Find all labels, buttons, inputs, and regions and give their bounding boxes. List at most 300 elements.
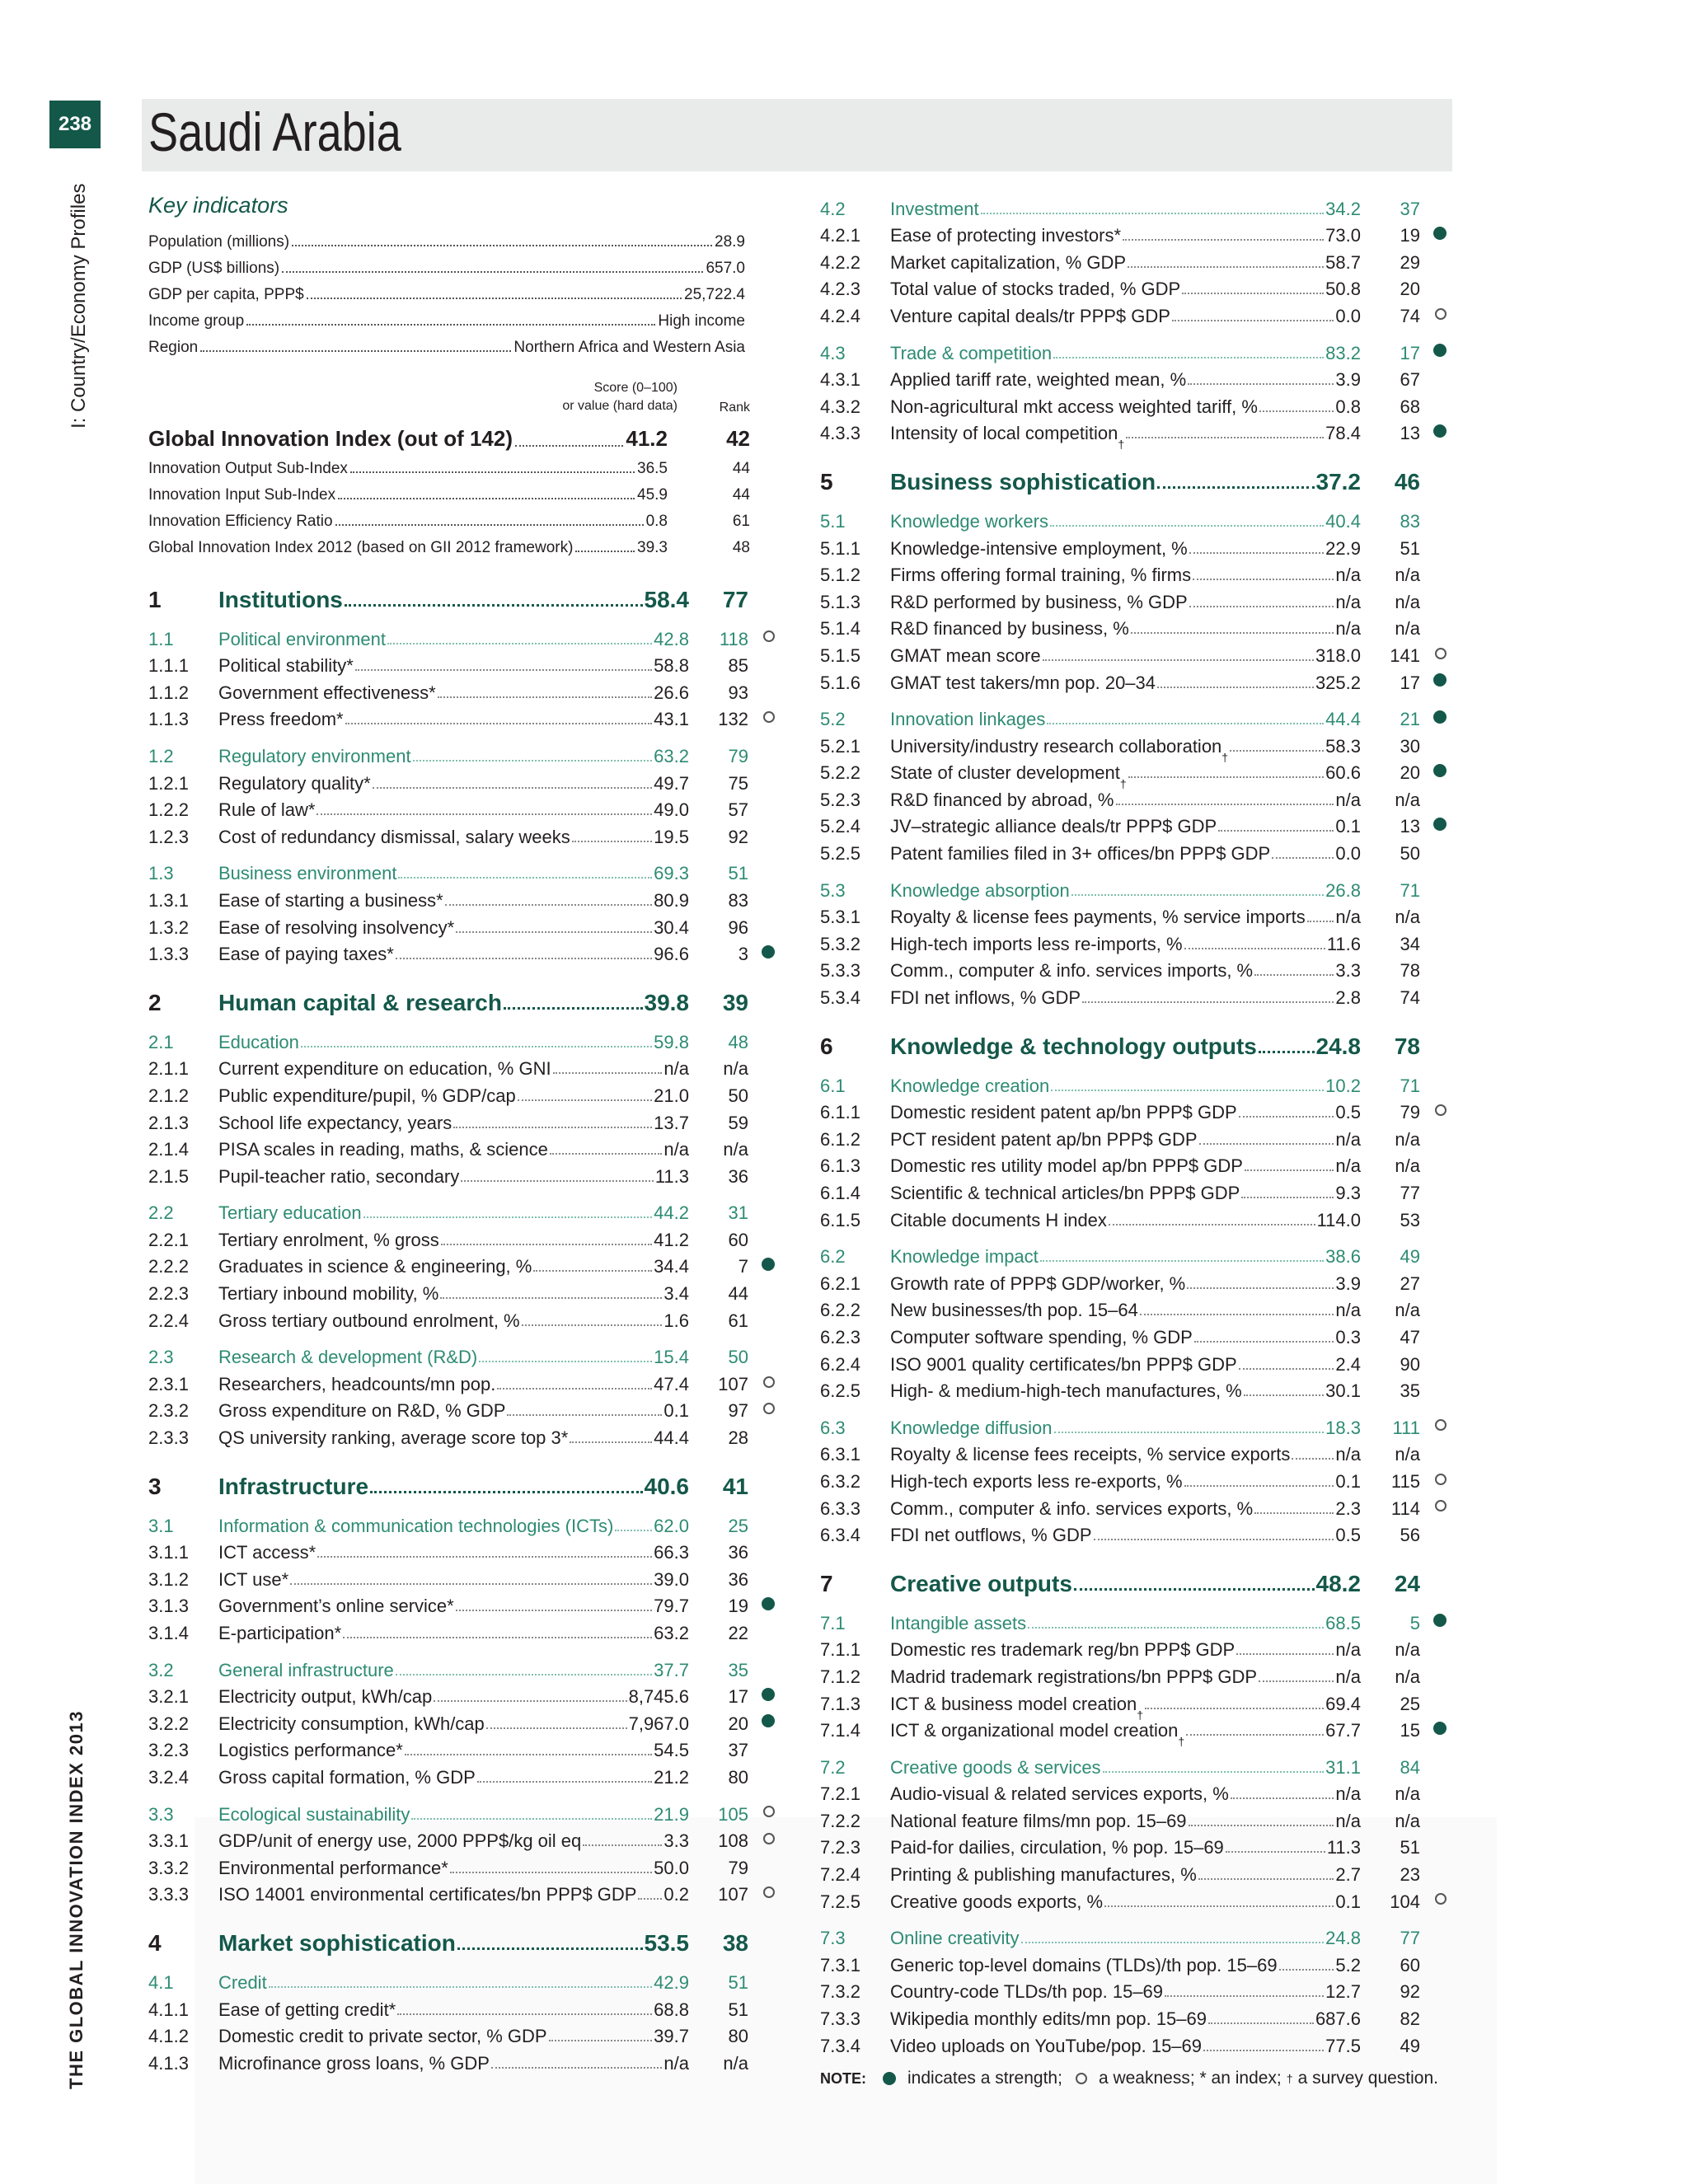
weakness-circle-icon [763, 1833, 775, 1844]
row-value: 0.1 [1335, 1470, 1361, 1492]
indicator-row [820, 2003, 1447, 2030]
row-label: Cost of redundancy dismissal, salary weeks [218, 826, 570, 847]
row-label: Creative outputs [890, 1571, 1072, 1597]
row-label: Domestic credit to private sector, % GDP [218, 2026, 547, 2047]
row-number: 6.1.4 [820, 1183, 860, 1203]
note-weakness-text: a weakness; * an index; [1098, 2069, 1282, 2088]
row-value: 2.3 [1335, 1497, 1361, 1519]
row-rank: 22 [728, 1623, 748, 1643]
row-rank: 83 [1400, 510, 1420, 532]
row-mark [1420, 1949, 1447, 1976]
gii-row [148, 531, 750, 557]
row-mark [1420, 1123, 1447, 1151]
indicator-row [148, 1395, 775, 1422]
row-rank: 36 [728, 1165, 748, 1187]
indicator-row [820, 902, 1447, 929]
indicator-row [820, 1097, 1447, 1124]
row-label: Microfinance gross loans, % GDP [218, 2052, 490, 2074]
row-number: 2.2.2 [148, 1256, 189, 1277]
row-value: 21.0 [654, 1085, 689, 1106]
indicator-row [820, 1886, 1447, 1913]
gii-row-label: Global Innovation Index 2012 (based on GII 2012 framework) [148, 539, 574, 556]
sub-pillar-row [820, 1751, 1447, 1779]
row-rank: 96 [728, 916, 748, 938]
row-mark [1420, 982, 1447, 1009]
gii-row-rank: 61 [732, 513, 750, 530]
row-value: 66.3 [654, 1542, 689, 1563]
indicator-row [820, 837, 1447, 865]
row-rank: 97 [728, 1400, 748, 1422]
row-number: 4.3.3 [820, 423, 860, 444]
row-mark [1420, 1097, 1447, 1124]
row-value: 21.9 [654, 1803, 689, 1825]
indicator-row [820, 1321, 1447, 1348]
row-number: 3.1.2 [148, 1568, 189, 1590]
sub-pillar-row [148, 1026, 775, 1053]
row-label: Creative goods & services [890, 1756, 1101, 1778]
row-rank: 41 [722, 1474, 748, 1500]
row-number: 5.3.4 [820, 987, 860, 1009]
strength-dot-icon [1433, 227, 1447, 240]
row-value: n/a [1335, 1783, 1361, 1805]
key-indicators-title: Key indicators [148, 193, 288, 218]
row-number: 6.2 [820, 1246, 846, 1268]
row-rank: 51 [1400, 1837, 1420, 1858]
row-rank: n/a [1395, 1300, 1420, 1321]
row-number: 2.3.1 [148, 1373, 189, 1394]
row-value: 49.7 [654, 772, 689, 794]
indicator-row [820, 640, 1447, 667]
row-label: Firms offering formal training, % firms [890, 565, 1192, 586]
row-mark [1420, 1634, 1447, 1661]
row-value: 42.8 [654, 628, 689, 649]
row-label: Environmental performance* [218, 1857, 448, 1878]
row-mark [1420, 2003, 1447, 2030]
row-rank: 51 [728, 863, 748, 884]
publication-side-label: THE GLOBAL INNOVATION INDEX 2013 [66, 1710, 87, 2089]
indicator-row [148, 650, 775, 677]
row-label: High- & medium-high-tech manufactures, % [890, 1380, 1242, 1402]
indicator-row [148, 704, 775, 731]
row-rank: 68 [1400, 396, 1420, 417]
row-number: 3.3.1 [148, 1830, 189, 1852]
row-rank: 24 [1394, 1571, 1420, 1597]
indicator-row [820, 1439, 1447, 1466]
row-label: Knowledge-intensive employment, % [890, 537, 1188, 559]
row-value: 48.2 [1315, 1571, 1361, 1597]
row-label: Domestic resident patent ap/bn PPP$ GDP [890, 1102, 1237, 1123]
row-value: 2.8 [1335, 987, 1361, 1009]
row-number: 7 [820, 1571, 833, 1597]
indicator-row [148, 1681, 775, 1708]
row-label: Ease of resolving insolvency* [218, 916, 455, 938]
row-mark [1420, 1439, 1447, 1466]
row-value: 77.5 [1325, 2035, 1361, 2056]
row-label: Comm., computer & info. services exports, % [890, 1497, 1254, 1519]
row-number: 7.1 [820, 1612, 846, 1633]
row-rank: 17 [1400, 342, 1420, 363]
gii-row-value: 36.5 [637, 460, 668, 477]
row-value: 44.4 [1325, 709, 1361, 730]
row-number: 7.3.3 [820, 2008, 860, 2030]
row-rank: 79 [1400, 1102, 1420, 1123]
row-rank: 53 [1400, 1209, 1420, 1230]
strength-dot-icon [1433, 710, 1447, 724]
row-number: 3.3 [148, 1803, 174, 1825]
row-label: Ease of protecting investors* [890, 225, 1122, 246]
gii-row-rank: 44 [732, 460, 750, 477]
row-mark [748, 1537, 775, 1564]
row-label: ISO 14001 environmental certificates/bn PPP$ GDP [218, 1884, 637, 1905]
row-mark [1420, 1321, 1447, 1348]
row-rank: 20 [1400, 762, 1420, 784]
indicator-row [148, 1368, 775, 1395]
row-number: 7.1.4 [820, 1720, 860, 1741]
indicator-row [820, 1493, 1447, 1520]
indicator-row [820, 1295, 1447, 1322]
row-mark [748, 1080, 775, 1107]
weakness-circle-icon [763, 1806, 775, 1817]
row-value: n/a [1335, 789, 1361, 810]
row-number: 5.3.3 [820, 960, 860, 982]
row-mark [748, 740, 775, 767]
row-number: 7.1.1 [820, 1639, 860, 1661]
row-number: 2.3.2 [148, 1400, 189, 1422]
row-mark [748, 1368, 775, 1395]
row-mark [1420, 274, 1447, 301]
gii-row-value: 45.9 [637, 486, 668, 504]
row-mark [748, 623, 775, 650]
row-mark [1420, 1070, 1447, 1097]
row-rank: 80 [728, 2026, 748, 2047]
row-label: GMAT mean score [890, 644, 1041, 666]
pillar-row [820, 459, 1447, 495]
sub-pillar-row [148, 1966, 775, 1994]
key-indicator-row [148, 304, 745, 330]
indicator-row [820, 2030, 1447, 2057]
indicator-row [820, 811, 1447, 838]
row-rank: 49 [1400, 1246, 1420, 1268]
row-rank: 59 [728, 1112, 748, 1133]
row-value: 24.8 [1315, 1033, 1361, 1060]
indicator-row [820, 1634, 1447, 1661]
indicator-row [148, 1107, 775, 1134]
gii-header [148, 379, 750, 419]
row-value: 53.5 [644, 1930, 689, 1957]
row-label: Ecological sustainability [218, 1803, 410, 1825]
row-rank: 132 [718, 709, 748, 730]
row-label: Market sophistication [218, 1930, 456, 1957]
row-number: 2.1.5 [148, 1165, 189, 1187]
legend-note: NOTE: indicates a strength; a weakness; * an index; † a survey question. [820, 2069, 1438, 2088]
sub-pillar-row [148, 858, 775, 885]
row-value: 7,967.0 [628, 1713, 689, 1734]
row-label: ISO 9001 quality certificates/bn PPP$ GDP [890, 1353, 1237, 1375]
row-mark [748, 2047, 775, 2074]
strength-dot-icon [762, 1597, 775, 1610]
row-label: Comm., computer & info. services imports, % [890, 960, 1254, 982]
weakness-circle-icon [763, 1376, 775, 1388]
row-number: 3.2.4 [148, 1766, 189, 1788]
row-mark [748, 1708, 775, 1735]
key-indicator-label: Income group [148, 312, 245, 330]
row-rank: 46 [1394, 469, 1420, 495]
row-rank: n/a [1395, 1444, 1420, 1465]
row-rank: 3 [738, 944, 748, 965]
row-number: 5.1.5 [820, 644, 860, 666]
row-mark [748, 980, 775, 1016]
row-rank: 35 [1400, 1380, 1420, 1402]
row-label: Business environment [218, 863, 397, 884]
key-indicator-label: GDP (US$ billions) [148, 260, 280, 277]
row-label: Trade & competition [890, 342, 1053, 363]
row-mark [1420, 1376, 1447, 1403]
row-mark [748, 1251, 775, 1278]
indicator-row [820, 1177, 1447, 1204]
row-mark [1420, 1923, 1447, 1950]
row-mark [1420, 928, 1447, 955]
row-rank: n/a [1395, 1639, 1420, 1661]
row-number: 4.3.1 [820, 369, 860, 391]
row-label: Human capital & research [218, 990, 502, 1016]
gii-row [148, 504, 750, 531]
row-rank: 118 [719, 628, 748, 649]
note-strength-text: indicates a strength; [907, 2069, 1062, 2088]
row-number: 7.1.3 [820, 1693, 860, 1714]
row-label: ICT use* [218, 1568, 289, 1590]
row-mark [748, 1761, 775, 1788]
row-value: n/a [1335, 1128, 1361, 1150]
row-mark [1420, 667, 1447, 694]
row-number: 3.1.1 [148, 1542, 189, 1563]
row-mark [1420, 874, 1447, 902]
row-number: 2.2.1 [148, 1229, 189, 1250]
row-label: Venture capital deals/tr PPP$ GDP [890, 305, 1170, 326]
indicator-row [820, 1204, 1447, 1231]
weakness-circle-icon [763, 1403, 775, 1414]
row-label: Political environment [218, 628, 386, 649]
row-label: Information & communication technologies (ICTs) [218, 1515, 614, 1536]
row-rank: 80 [728, 1766, 748, 1788]
row-value: n/a [1335, 1444, 1361, 1465]
row-rank: n/a [1395, 1783, 1420, 1805]
indicator-row [148, 1080, 775, 1107]
row-rank: 60 [728, 1229, 748, 1250]
row-value: 54.5 [654, 1740, 689, 1761]
row-rank: 48 [728, 1031, 748, 1052]
row-mark [748, 1510, 775, 1537]
key-indicator-row [148, 330, 745, 357]
row-value: 37.2 [1315, 469, 1361, 495]
strength-dot-icon [762, 1258, 775, 1271]
gii-row-label: Innovation Input Sub-Index [148, 486, 336, 504]
row-mark [748, 1160, 775, 1188]
row-mark [1420, 811, 1447, 838]
row-value: 22.9 [1325, 537, 1361, 559]
row-mark [748, 1966, 775, 1994]
row-value: 5.2 [1335, 1954, 1361, 1975]
row-number: 6.3.1 [820, 1444, 860, 1465]
row-number: 5.3 [820, 879, 846, 901]
row-value: 26.6 [654, 682, 689, 703]
row-label: Online creativity [890, 1928, 1020, 1949]
row-rank: 30 [1400, 735, 1420, 757]
indicator-row [820, 418, 1447, 452]
row-number: 3.3.3 [148, 1884, 189, 1905]
row-rank: 57 [728, 799, 748, 821]
row-rank: 50 [1400, 843, 1420, 865]
row-label: University/industry research collaboration [890, 735, 1222, 757]
row-mark [1420, 1976, 1447, 2004]
row-number: 5.1.2 [820, 565, 860, 586]
row-mark [1420, 1295, 1447, 1322]
row-rank: 79 [728, 1857, 748, 1878]
row-rank: 27 [1400, 1272, 1420, 1294]
row-rank: 111 [1392, 1417, 1420, 1438]
row-label: Generic top-level domains (TLDs)/th pop. 15–69 [890, 1954, 1278, 1975]
row-mark [1420, 1805, 1447, 1832]
row-mark [748, 704, 775, 731]
row-value: 37.7 [654, 1659, 689, 1680]
row-mark [748, 1342, 775, 1369]
row-value: 44.2 [654, 1202, 689, 1224]
pillar-row [148, 577, 775, 613]
row-label: R&D financed by business, % [890, 618, 1129, 640]
row-mark [748, 821, 775, 848]
row-label: Madrid trademark registrations/bn PPP$ GDP [890, 1666, 1258, 1687]
row-number: 6.1 [820, 1075, 846, 1096]
row-mark [1420, 955, 1447, 982]
row-rank: 85 [728, 655, 748, 677]
row-mark [748, 912, 775, 939]
row-value: 3.3 [1335, 960, 1361, 982]
row-rank: 79 [728, 745, 748, 766]
row-value: 318.0 [1315, 644, 1361, 666]
row-rank: 19 [728, 1596, 748, 1617]
row-label: High-tech exports less re-exports, % [890, 1470, 1183, 1492]
row-value: 39.7 [654, 2026, 689, 2047]
row-mark [748, 1395, 775, 1422]
sub-pillar-row [820, 704, 1447, 731]
dagger-mark: † [1178, 1735, 1185, 1749]
indicator-row [148, 1251, 775, 1278]
row-mark [1420, 1348, 1447, 1376]
indicator-row [820, 955, 1447, 982]
row-number: 4.3.2 [820, 396, 860, 417]
row-label: Ease of starting a business* [218, 889, 443, 911]
row-rank: 25 [1400, 1693, 1420, 1714]
pillar-row [820, 1561, 1447, 1597]
row-rank: n/a [1395, 618, 1420, 640]
key-indicator-row [148, 251, 745, 278]
row-value: n/a [1335, 618, 1361, 640]
sub-pillar-row [148, 1197, 775, 1225]
indicator-row [820, 391, 1447, 418]
row-number: 5.2.5 [820, 843, 860, 865]
row-rank: 108 [718, 1830, 748, 1852]
key-indicator-row [148, 225, 745, 251]
row-number: 5.2.3 [820, 789, 860, 810]
row-rank: 93 [728, 682, 748, 703]
row-rank: 67 [1400, 369, 1420, 391]
row-rank: 51 [1400, 537, 1420, 559]
indicator-row [820, 784, 1447, 811]
note-label: NOTE: [820, 2069, 866, 2087]
indicator-row [148, 1617, 775, 1644]
row-mark [748, 1825, 775, 1853]
gii-row-value: 39.3 [637, 539, 668, 556]
note-survey-text: a survey question. [1297, 2069, 1438, 2088]
row-value: 63.2 [654, 1623, 689, 1643]
row-label: Citable documents H index [890, 1209, 1107, 1230]
weakness-circle-icon [763, 1886, 775, 1898]
row-number: 4.1.1 [148, 1999, 189, 2020]
row-mark [1420, 1779, 1447, 1806]
row-value: n/a [1335, 1666, 1361, 1687]
row-mark [1420, 1661, 1447, 1688]
row-number: 6.2.1 [820, 1272, 860, 1294]
row-rank: 78 [1394, 1033, 1420, 1060]
key-indicator-value: High income [658, 312, 745, 330]
row-number: 2.3.3 [148, 1427, 189, 1449]
indicator-row [820, 300, 1447, 327]
row-rank: 13 [1400, 423, 1420, 444]
row-number: 5 [820, 469, 833, 495]
indicator-row [820, 532, 1447, 560]
row-number: 2.1.2 [148, 1085, 189, 1106]
row-number: 4.2.1 [820, 225, 860, 246]
row-mark [748, 1197, 775, 1225]
sub-pillar-row [820, 1070, 1447, 1097]
row-mark [748, 577, 775, 613]
row-number: 1.2.2 [148, 799, 189, 821]
row-label: Logistics performance* [218, 1740, 403, 1761]
indicator-row [148, 1537, 775, 1564]
row-value: 0.1 [1335, 816, 1361, 837]
row-number: 6.2.5 [820, 1380, 860, 1402]
row-mark [748, 1224, 775, 1251]
row-label: Government effectiveness* [218, 682, 436, 703]
weakness-circle-icon [1435, 1419, 1447, 1431]
strength-dot-icon [1433, 1614, 1447, 1627]
row-number: 2.3 [148, 1347, 174, 1368]
gii-row-value: 0.8 [645, 513, 668, 530]
row-mark [748, 650, 775, 677]
row-label: Knowledge creation [890, 1075, 1050, 1096]
row-number: 6.3.4 [820, 1525, 860, 1546]
row-number: 5.1.1 [820, 537, 860, 559]
row-value: 2.7 [1335, 1864, 1361, 1886]
indicator-row [820, 1832, 1447, 1859]
row-number: 6.2.2 [820, 1300, 860, 1321]
row-rank: 104 [1390, 1891, 1420, 1912]
row-mark [1420, 613, 1447, 640]
row-value: 41.2 [654, 1229, 689, 1250]
sub-pillar-row [820, 193, 1447, 220]
indicator-row [148, 1852, 775, 1879]
sub-pillar-row [820, 1412, 1447, 1439]
row-value: 0.3 [1335, 1326, 1361, 1347]
row-value: 0.2 [663, 1884, 689, 1905]
row-rank: n/a [1395, 907, 1420, 928]
row-label: Institutions [218, 587, 343, 612]
weakness-circle-icon [763, 711, 775, 723]
indicator-row [820, 1858, 1447, 1886]
weakness-circle-icon [1435, 1104, 1447, 1116]
row-mark [1420, 300, 1447, 327]
row-mark [1420, 1886, 1447, 1913]
row-label: New businesses/th pop. 15–64 [890, 1300, 1138, 1321]
